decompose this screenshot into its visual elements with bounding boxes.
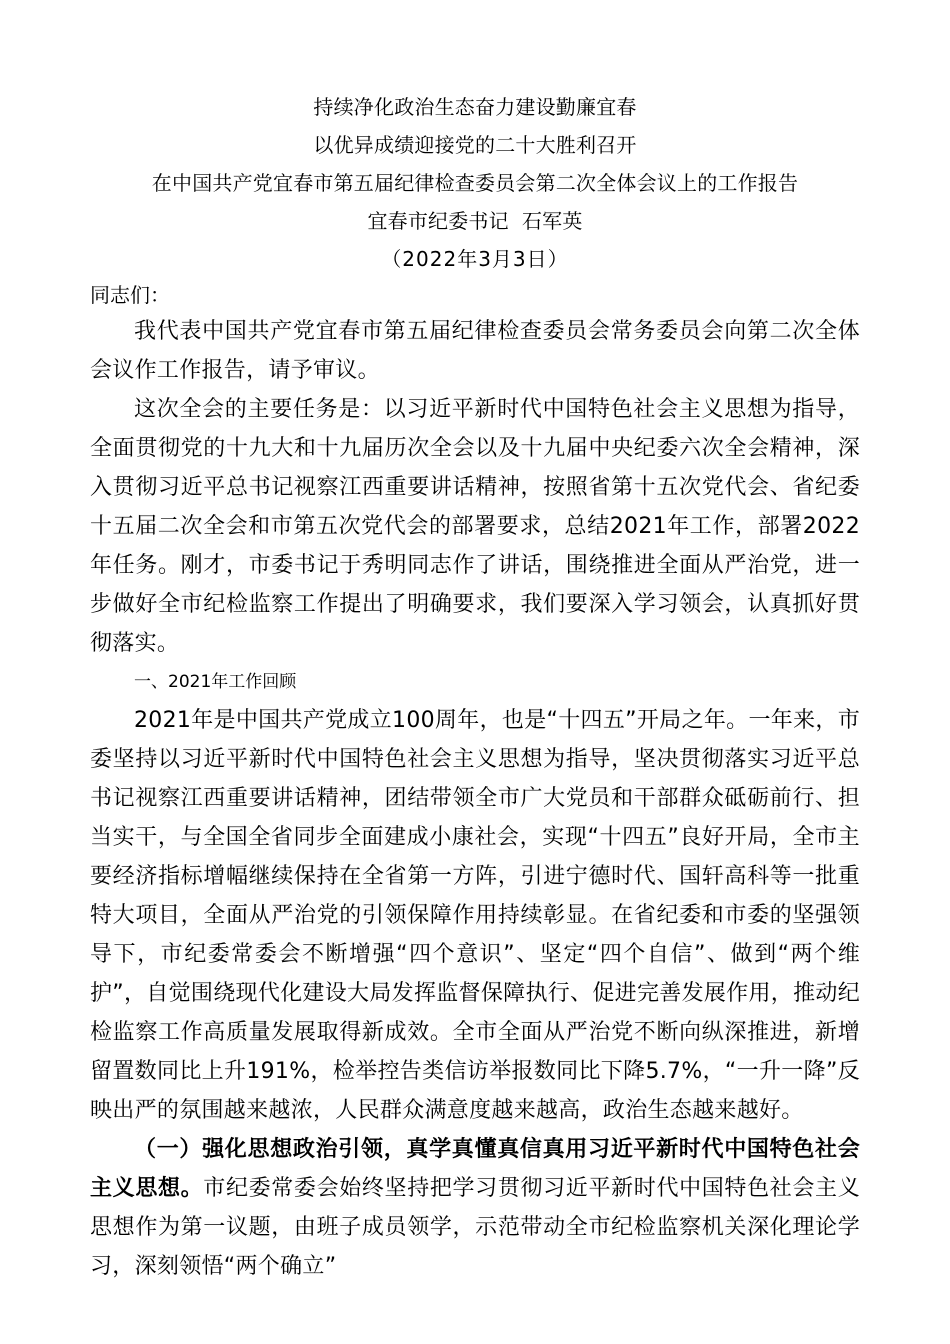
paragraph-ideology-lead: （一）强化思想政治引领，真学真懂真信真用习近平新时代中国特色社会主义思想。 bbox=[90, 1137, 860, 1201]
salutation: 同志们： bbox=[90, 283, 170, 307]
date-line: （2022年3月3日） bbox=[381, 247, 569, 271]
section-heading-review: 一、2021年工作回顾 bbox=[134, 672, 297, 692]
paragraph-intro: 我代表中国共产党宜春市第五届纪律检查委员会常务委员会向第二次全体会议作工作报告，请予审议。 bbox=[90, 319, 860, 383]
author-line: 宜春市纪委书记 石军英 bbox=[367, 209, 583, 233]
title-line-1: 持续净化政治生态奋力建设勤廉宜春 bbox=[313, 95, 637, 119]
paragraph-ideology bbox=[90, 1130, 860, 1286]
title-block bbox=[90, 88, 860, 278]
paragraph-ideology-body: 市纪委常委会始终坚持把学习贯彻习近平新时代中国特色社会主义思想作为第一议题，由班子成员领学，示范带动全市纪检监察机关深化理论学习，深刻领悟“两个确立” bbox=[90, 1176, 860, 1279]
paragraph-review: 2021年是中国共产党成立100周年，也是“十四五”开局之年。一年来，市委坚持以习近平新时代中国特色社会主义思想为指导，坚决贯彻落实习近平总书记视察江西重要讲话精神，团结带领全市广大党员和干部群众砥砺前行、担当实干，与全国全省同步全面建成小康社会，实现“十四五”良好开局，全市主要经济指标增幅继续保持在全省第一方阵，引进宁德时代、国轩高科等一批重特大项目，全面从严治党的引领保障作用持续彰显。在省纪委和市委的坚强领导下，市纪委常委会不断增强“四个意识”、坚定“四个自信”、做到“两个维护”，自觉围绕现代化建设大局发挥监督保障执行、促进完善发展作用，推动纪检监察工作高质量发展取得新成效。全市全面从严治党不断向纵深推进，新增留置数同比上升191%，检举控告类信访举报数同比下降5.7%，“一升一降”反映出严的氛围越来越浓，人民群众满意度越来越高，政治生态越来越好。 bbox=[90, 708, 860, 1123]
title-line-3: 在中国共产党宜春市第五届纪律检查委员会第二次全体会议上的工作报告 bbox=[151, 171, 799, 195]
title-line-2: 以优异成绩迎接党的二十大胜利召开 bbox=[313, 133, 637, 157]
paragraph-main-tasks: 这次全会的主要任务是：以习近平新时代中国特色社会主义思想为指导，全面贯彻党的十九大和十九届历次全会以及十九届中央纪委六次全会精神，深入贯彻习近平总书记视察江西重要讲话精神，按照省第十五次党代会、省纪委十五届二次全会和市第五次党代会的部署要求，总结2021年工作，部署2022年任务。刚才，市委书记于秀明同志作了讲话，围绕推进全面从严治党，进一步做好全市纪检监察工作提出了明确要求，我们要深入学习领会，认真抓好贯彻落实。 bbox=[90, 397, 860, 656]
